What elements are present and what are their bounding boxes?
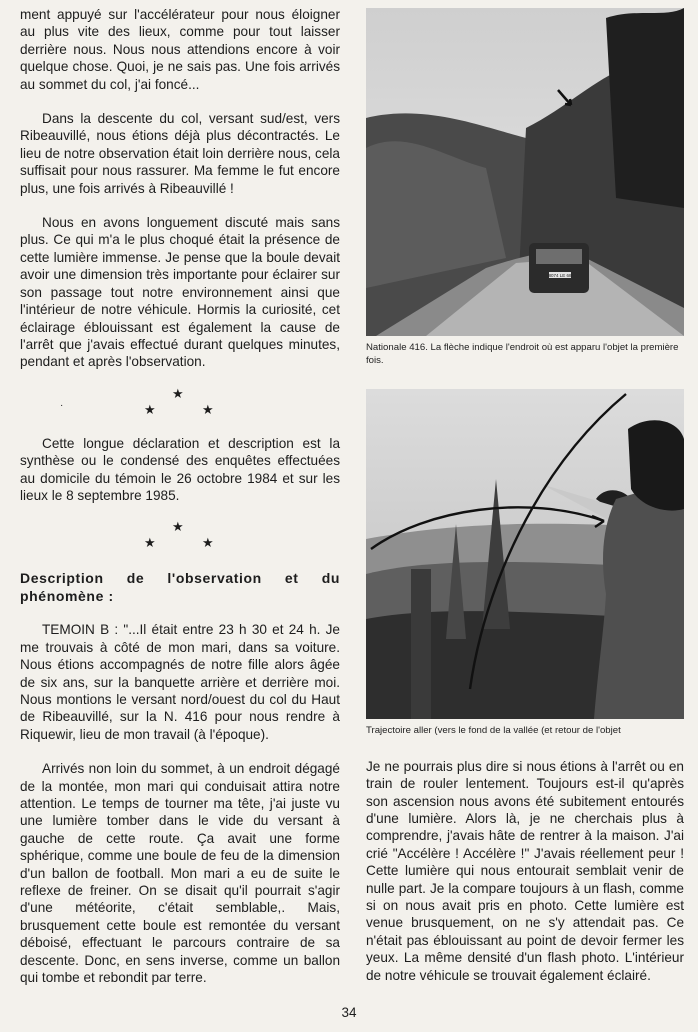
paragraph: Dans la descente du col, versant sud/est, vers Ribeauvillé, nous étions déjà plus décontractés. Le lieu de notre observation était loin derrière nous, cela suffisait pour nous rassurer. Ma femme le fut encore plus, une fois arrivés à Ribeauvillé ! <box>20 111 340 196</box>
paragraph: Je ne pourrais plus dire si nous étions à l'arrêt ou en train de rouler lentement. Toujours est-il qu'après son ascension nous avons été subitement entourés d'une lumière. Alors là, je ne cherchais plus à comprendre, j'avais hâte de rentrer à la maison. J'ai crié "Accélère ! Accélère !" J'avais réellement peur ! Cette lumière qui nous entourait semblait venir de nulle part. Je la compare toujours à un flash, comme si on nous avait pris en photo. Cette lumière est venue brusquement, on ne s'y attendait pas. Ce n'était pas éblouissant au point de devoir fermer les yeux. La même densité d'un flash photo. L'intérieur de notre véhicule se trouvait également éclairé. <box>366 758 684 983</box>
separator-star: ★ <box>172 519 184 535</box>
paragraph: Nous en avons longuement discuté mais sans plus. Ce qui m'a le plus choqué était la présence de cette lumière immense. Je pense que la boule devait avoir une dimension très importante pour éclairer sur son passage tout notre environnement ainsi que l'intérieur de notre véhicule. Hormis la curiosité, cet éclairage éblouissant est également la cause de l'arrêt que j'avais effectué durant quelques minutes, pendant et après l'observation. <box>20 215 340 370</box>
paragraph: ment appuyé sur l'accélérateur pour nous éloigner au plus vite des lieux, comme pour tout laisser derrière nous. Nous nous attendions encore à voir quelque chose. Quoi, je ne sais pas. Une fois arrivés au sommet du col, j'ai foncé... <box>20 7 340 92</box>
separator-star: ★ <box>202 535 214 551</box>
separator-star: ★ <box>144 535 156 551</box>
road-photo <box>366 8 684 336</box>
photo-caption: Nationale 416. La flèche indique l'endroit où est apparu l'objet la première fois. <box>366 342 679 366</box>
left-column <box>20 6 340 986</box>
license-plate: 8074 LE 68 <box>548 273 572 278</box>
separator-dot: · <box>60 399 64 411</box>
paragraph: Arrivés non loin du sommet, à un endroit dégagé de la montée, mon mari qui conduisait attira notre attention. Le temps de tourner ma tête, j'ai juste vu une lumière tomber dans le vide du versant à gauche de cette route. Ça avait une forme sphérique, comme une boule de feu de la dimension d'un ballon de football. Mon mari a eu de suite le reflexe de freiner. On se disait qu'il pourrait s'agir d'une météorite, c'était semblable,. Mais, brusquement cette boule est remontée du versant déboisé, effectuant le parcours contraire de sa descente. Donc, en sens inverse, comme un ballon qui tombe et rebondit par terre. <box>20 761 340 986</box>
paragraph: TEMOIN B : "...Il était entre 23 h 30 et 24 h. Je me trouvais à côté de mon mari, dans sa voiture. Nous étions accompagnés de notre fille alors âgée de six ans, sur la banquette arrière et derrière moi. Nous montions le versant nord/ouest du col du Haut de Ribeauvillé, sur la N. 416 pour nous rendre à Riquewir, lieu de mon travail (à l'époque). <box>20 622 340 742</box>
page-number: 34 <box>341 1005 357 1020</box>
road-photo-image <box>366 8 684 336</box>
valley-photo <box>366 389 684 719</box>
separator-star: ★ <box>202 401 214 417</box>
right-column <box>366 8 684 984</box>
section-heading: Description de l'observation et du phénomène : <box>20 570 340 604</box>
photo-caption: Trajectoire aller (vers le fond de la vallée (et retour de l'objet <box>366 725 621 737</box>
valley-photo-image <box>366 389 684 719</box>
separator-star: ★ <box>144 401 156 417</box>
section-separator <box>20 385 340 431</box>
separator-star: ★ <box>172 385 184 401</box>
paragraph: Cette longue déclaration et description est la synthèse ou le condensé des enquêtes effectuées au domicile du témoin le 26 octobre 1984 et sur les lieux le 8 septembre 1985. <box>20 435 340 503</box>
section-separator <box>20 518 340 558</box>
